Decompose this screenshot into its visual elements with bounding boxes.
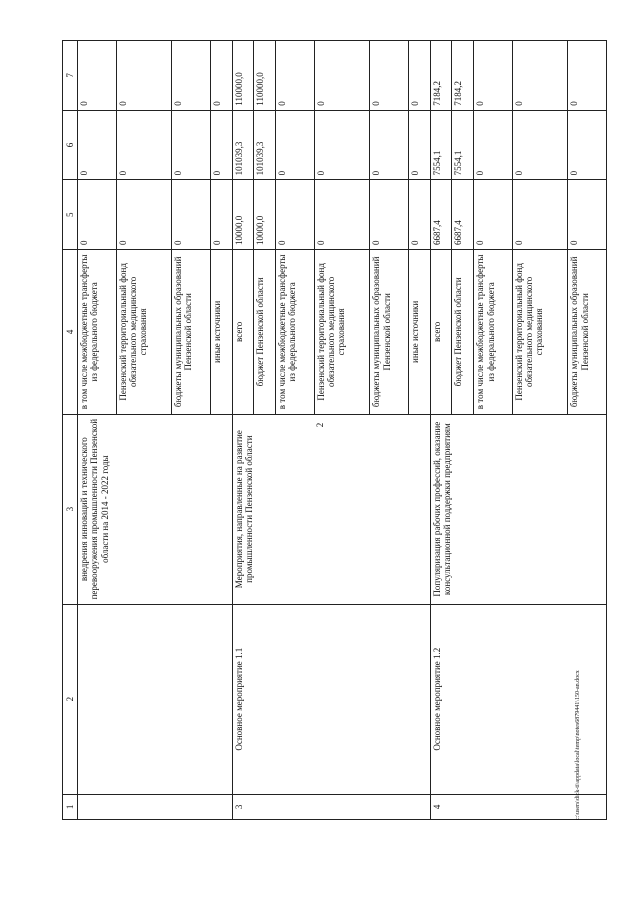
value-cell: 0 [568,41,607,111]
row-number-cell: 4 [430,794,606,819]
value-cell: 10000,0 [254,180,276,250]
value-cell: 7184,2 [430,41,452,111]
value-cell: 0 [568,180,607,250]
header-cell: 7 [63,41,78,111]
value-cell: 0 [314,110,370,180]
value-cell: 0 [116,110,172,180]
value-cell: 0 [408,110,430,180]
value-cell: 0 [408,41,430,111]
event-description-cell: внедрения инноваций и технического перевооружения промышленности Пензенской области на 2014 - 2022 годы [78,414,233,604]
value-cell: 0 [78,180,117,250]
header-cell: 2 [63,604,78,794]
header-cell: 6 [63,110,78,180]
value-cell: 0 [78,41,117,111]
row-number-cell [78,794,233,819]
funding-source-cell: иные источники [210,250,232,415]
funding-source-cell: Пензенский территориальный фонд обязательного медицинского страхования [314,250,370,415]
funding-source-cell: бюджеты муниципальных образований Пензенской области [370,250,409,415]
budget-table [62,40,607,820]
value-cell: 0 [512,180,568,250]
value-cell: 0 [276,110,315,180]
funding-source-cell: всего [430,250,452,415]
value-cell: 0 [172,110,211,180]
value-cell: 0 [370,41,409,111]
funding-source-cell: в том числе межбюджетные трансферты из федерального бюджета [276,250,315,415]
value-cell: 0 [370,110,409,180]
event-name-cell [78,604,233,794]
value-cell: 0 [210,41,232,111]
value-cell: 7184,2 [452,41,474,111]
table-row [232,41,254,820]
value-cell: 6687,4 [452,180,474,250]
event-name-cell: Основное мероприятие 1.2 [430,604,606,794]
funding-source-cell: бюджет Пензенской области [254,250,276,415]
event-name-cell: Основное мероприятие 1.1 [232,604,430,794]
value-cell: 110000,0 [254,41,276,111]
value-cell: 0 [116,41,172,111]
funding-source-cell: бюджет Пензенской области [452,250,474,415]
table-row [78,41,117,820]
value-cell: 6687,4 [430,180,452,250]
value-cell: 0 [314,180,370,250]
value-cell: 0 [172,41,211,111]
funding-source-cell: бюджеты муниципальных образований Пензенской области [568,250,607,415]
value-cell: 0 [78,110,117,180]
value-cell: 0 [474,180,513,250]
header-cell: 1 [63,794,78,819]
header-cell: 5 [63,180,78,250]
funding-source-cell: в том числе межбюджетные трансферты из федерального бюджета [474,250,513,415]
value-cell: 0 [276,180,315,250]
value-cell: 0 [314,41,370,111]
value-cell: 0 [370,180,409,250]
page-number: 2 [315,422,325,428]
value-cell: 10000,0 [232,180,254,250]
value-cell: 0 [408,180,430,250]
table-body [63,41,607,820]
value-cell: 101039,3 [254,110,276,180]
funding-source-cell: Пензенский территориальный фонд обязательного медицинского страхования [512,250,568,415]
value-cell: 0 [474,41,513,111]
table-header-row [63,41,78,820]
funding-source-cell: всего [232,250,254,415]
value-cell: 101039,3 [232,110,254,180]
value-cell: 7554,1 [430,110,452,180]
table-row [430,41,452,820]
value-cell: 110000,0 [232,41,254,111]
event-description-cell: Мероприятия, направленные на развитие промышленности Пензенской области [232,414,430,604]
table-container [62,40,607,820]
funding-source-cell: Пензенский территориальный фонд обязательного медицинского страхования [116,250,172,415]
header-cell: 4 [63,250,78,415]
footer-file-path: c:\users\dick-ti\appdata\local\temp\notes6879441\150-an.docx [575,670,581,820]
value-cell: 0 [210,180,232,250]
row-number-cell: 3 [232,794,430,819]
value-cell: 0 [172,180,211,250]
value-cell: 0 [568,110,607,180]
funding-source-cell: бюджеты муниципальных образований Пензенской области [172,250,211,415]
value-cell: 0 [512,41,568,111]
event-description-cell: Популяризация рабочих профессий, оказание консультационной поддержки предприятиям [430,414,606,604]
header-cell: 3 [63,414,78,604]
funding-source-cell: иные источники [408,250,430,415]
value-cell: 7554,1 [452,110,474,180]
value-cell: 0 [276,41,315,111]
funding-source-cell: в том числе межбюджетные трансферты из федерального бюджета [78,250,117,415]
value-cell: 0 [512,110,568,180]
value-cell: 0 [116,180,172,250]
value-cell: 0 [210,110,232,180]
value-cell: 0 [474,110,513,180]
